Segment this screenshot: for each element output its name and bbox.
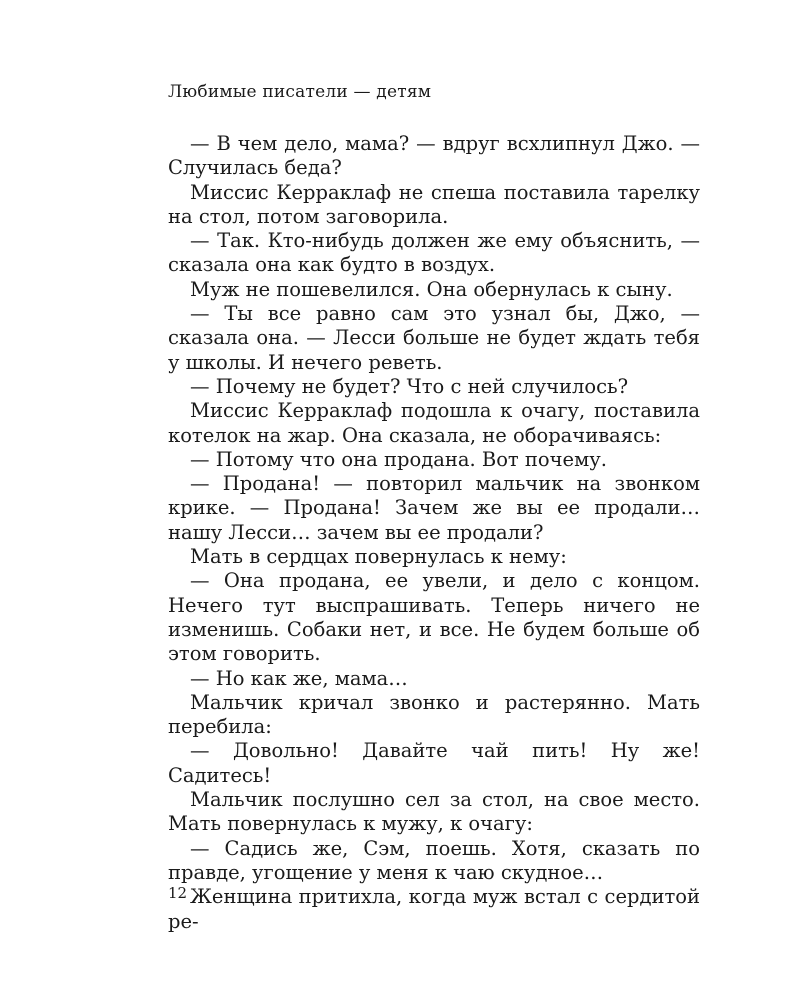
running-head: Любимые писатели — детям bbox=[168, 82, 432, 102]
paragraph: Миссис Керраклаф подошла к очагу, поставила котелок на жар. Она сказала, не оборачиваясь: bbox=[168, 399, 700, 447]
paragraph: — Она продана, ее увели, и дело с концом. Нечего тут выспрашивать. Теперь ничего не изменишь. Собаки нет, и все. Не будем больше об этом говорить. bbox=[168, 569, 700, 666]
paragraph: — Продана! — повторил мальчик на звонком крике. — Продана! Зачем же вы ее продали… нашу Лесси… зачем вы ее продали? bbox=[168, 472, 700, 544]
paragraph: Миссис Керраклаф не спеша поставила тарелку на стол, потом заговорила. bbox=[168, 180, 700, 228]
paragraph: Мальчик кричал звонко и растерянно. Мать перебила: bbox=[168, 690, 700, 739]
paragraph: — Так. Кто-нибудь должен же ему объяснить, — сказала она как будто в воздух. bbox=[168, 229, 700, 277]
paragraph: — Ты все равно сам это узнал бы, Джо, — сказала она. — Лесси больше не будет ждать тебя у школы. И нечего реветь. bbox=[168, 302, 700, 374]
page-number: 12 bbox=[168, 884, 188, 902]
paragraph: — Но как же, мама… bbox=[190, 666, 408, 690]
paragraph: — Почему не будет? Что с ней случилось? bbox=[190, 374, 629, 398]
paragraph: — Садись же, Сэм, поешь. Хотя, сказать по правде, угощение у меня к чаю скудное… bbox=[168, 836, 700, 884]
paragraph: Мать в сердцах повернулась к нему: bbox=[190, 545, 567, 569]
paragraph-last-line: Женщина притихла, когда муж встал с сердитой ре- bbox=[168, 885, 700, 933]
paragraph: Мальчик послушно сел за стол, на свое место. Мать повернулась к мужу, к очагу: bbox=[168, 788, 700, 836]
body-text bbox=[168, 132, 700, 934]
paragraph: Муж не пошевелился. Она обернулась к сыну. bbox=[190, 277, 673, 301]
paragraph: — Потому что она продана. Вот почему. bbox=[190, 447, 607, 471]
paragraph: — В чем дело, мама? — вдруг всхлипнул Джо. — Случилась беда? bbox=[168, 132, 700, 180]
paragraph: — Довольно! Давайте чай пить! Ну же! Садитесь! bbox=[168, 739, 700, 787]
